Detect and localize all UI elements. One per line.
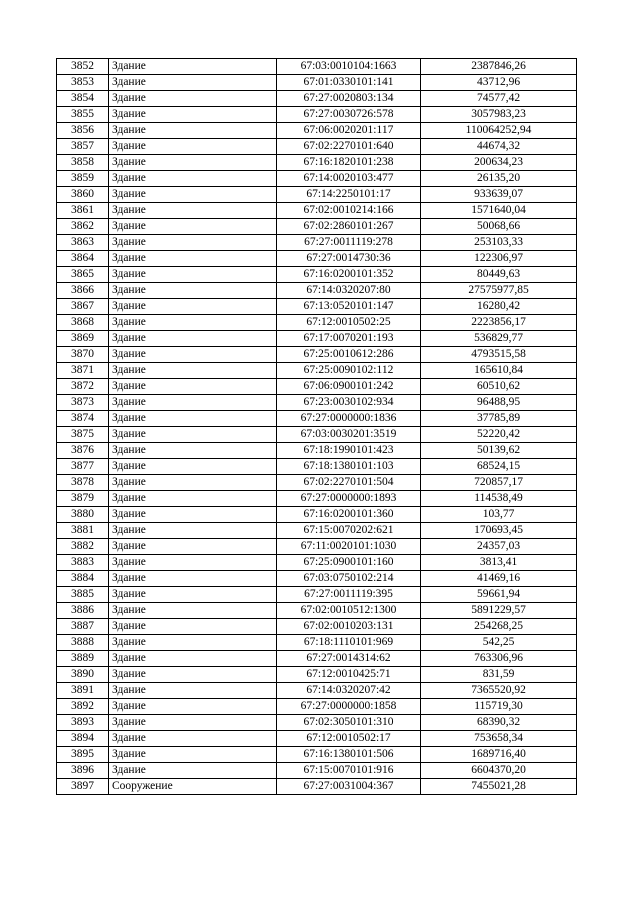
object-type-cell: Здание — [109, 219, 277, 235]
object-type-cell: Здание — [109, 427, 277, 443]
row-number-cell: 3884 — [57, 571, 109, 587]
table-row — [57, 539, 577, 555]
object-type-cell: Здание — [109, 587, 277, 603]
row-number-cell: 3896 — [57, 763, 109, 779]
row-number-cell: 3876 — [57, 443, 109, 459]
object-type-cell: Здание — [109, 555, 277, 571]
object-type-cell: Здание — [109, 507, 277, 523]
cadastral-value-cell: 50068,66 — [421, 219, 577, 235]
cadastral-number-cell: 67:18:1380101:103 — [277, 459, 421, 475]
row-number-cell: 3856 — [57, 123, 109, 139]
cadastral-number-cell: 67:27:0011119:278 — [277, 235, 421, 251]
cadastral-number-cell: 67:18:1990101:423 — [277, 443, 421, 459]
table-row — [57, 203, 577, 219]
cadastral-value-cell: 7455021,28 — [421, 779, 577, 795]
cadastral-number-cell: 67:12:0010502:25 — [277, 315, 421, 331]
row-number-cell: 3864 — [57, 251, 109, 267]
table-row — [57, 59, 577, 75]
object-type-cell: Здание — [109, 763, 277, 779]
cadastral-value-cell: 933639,07 — [421, 187, 577, 203]
row-number-cell: 3855 — [57, 107, 109, 123]
cadastral-number-cell: 67:01:0330101:141 — [277, 75, 421, 91]
row-number-cell: 3873 — [57, 395, 109, 411]
cadastral-number-cell: 67:03:0750102:214 — [277, 571, 421, 587]
cadastral-value-cell: 200634,23 — [421, 155, 577, 171]
cadastral-value-cell: 3057983,23 — [421, 107, 577, 123]
table-row — [57, 523, 577, 539]
row-number-cell: 3872 — [57, 379, 109, 395]
row-number-cell: 3866 — [57, 283, 109, 299]
cadastral-number-cell: 67:14:0320207:80 — [277, 283, 421, 299]
cadastral-value-cell: 27575977,85 — [421, 283, 577, 299]
cadastral-number-cell: 67:23:0030102:934 — [277, 395, 421, 411]
cadastral-number-cell: 67:02:0010512:1300 — [277, 603, 421, 619]
cadastral-value-cell: 114538,49 — [421, 491, 577, 507]
cadastral-number-cell: 67:27:0030726:578 — [277, 107, 421, 123]
object-type-cell: Здание — [109, 539, 277, 555]
cadastral-value-cell: 103,77 — [421, 507, 577, 523]
cadastral-value-cell: 542,25 — [421, 635, 577, 651]
cadastral-value-cell: 50139,62 — [421, 443, 577, 459]
cadastral-value-cell: 3813,41 — [421, 555, 577, 571]
row-number-cell: 3878 — [57, 475, 109, 491]
table-row — [57, 395, 577, 411]
cadastral-number-cell: 67:27:0000000:1858 — [277, 699, 421, 715]
object-type-cell: Здание — [109, 155, 277, 171]
object-type-cell: Здание — [109, 715, 277, 731]
cadastral-number-cell: 67:27:0031004:367 — [277, 779, 421, 795]
cadastral-value-cell: 96488,95 — [421, 395, 577, 411]
object-type-cell: Здание — [109, 411, 277, 427]
object-type-cell: Здание — [109, 75, 277, 91]
object-type-cell: Здание — [109, 603, 277, 619]
table-row — [57, 235, 577, 251]
table-row — [57, 155, 577, 171]
cadastral-value-cell: 52220,42 — [421, 427, 577, 443]
object-type-cell: Здание — [109, 491, 277, 507]
cadastral-value-cell: 26135,20 — [421, 171, 577, 187]
table-row — [57, 763, 577, 779]
row-number-cell: 3894 — [57, 731, 109, 747]
cadastral-number-cell: 67:17:0070201:193 — [277, 331, 421, 347]
table-row — [57, 715, 577, 731]
object-type-cell: Здание — [109, 123, 277, 139]
table-row — [57, 683, 577, 699]
cadastral-value-cell: 4793515,58 — [421, 347, 577, 363]
row-number-cell: 3882 — [57, 539, 109, 555]
cadastral-value-cell: 68524,15 — [421, 459, 577, 475]
table-row — [57, 443, 577, 459]
cadastral-number-cell: 67:27:0000000:1836 — [277, 411, 421, 427]
row-number-cell: 3852 — [57, 59, 109, 75]
row-number-cell: 3868 — [57, 315, 109, 331]
table-row — [57, 219, 577, 235]
table-row — [57, 587, 577, 603]
object-type-cell: Здание — [109, 619, 277, 635]
row-number-cell: 3886 — [57, 603, 109, 619]
object-type-cell: Здание — [109, 139, 277, 155]
cadastral-value-cell: 831,59 — [421, 667, 577, 683]
row-number-cell: 3893 — [57, 715, 109, 731]
object-type-cell: Сооружение — [109, 779, 277, 795]
row-number-cell: 3858 — [57, 155, 109, 171]
table-row — [57, 107, 577, 123]
cadastral-number-cell: 67:27:0014314:62 — [277, 651, 421, 667]
row-number-cell: 3853 — [57, 75, 109, 91]
cadastral-value-cell: 1571640,04 — [421, 203, 577, 219]
row-number-cell: 3865 — [57, 267, 109, 283]
row-number-cell: 3888 — [57, 635, 109, 651]
cadastral-number-cell: 67:03:0030201:3519 — [277, 427, 421, 443]
cadastral-number-cell: 67:02:0010203:131 — [277, 619, 421, 635]
object-type-cell: Здание — [109, 251, 277, 267]
cadastral-number-cell: 67:15:0070202:621 — [277, 523, 421, 539]
cadastral-value-cell: 110064252,94 — [421, 123, 577, 139]
row-number-cell: 3892 — [57, 699, 109, 715]
object-type-cell: Здание — [109, 203, 277, 219]
cadastral-number-cell: 67:02:2860101:267 — [277, 219, 421, 235]
cadastral-value-cell: 68390,32 — [421, 715, 577, 731]
row-number-cell: 3890 — [57, 667, 109, 683]
table-row — [57, 299, 577, 315]
table-row — [57, 667, 577, 683]
object-type-cell: Здание — [109, 443, 277, 459]
row-number-cell: 3880 — [57, 507, 109, 523]
cadastral-number-cell: 67:03:0010104:1663 — [277, 59, 421, 75]
cadastral-value-cell: 43712,96 — [421, 75, 577, 91]
cadastral-number-cell: 67:13:0520101:147 — [277, 299, 421, 315]
row-number-cell: 3881 — [57, 523, 109, 539]
cadastral-number-cell: 67:25:0900101:160 — [277, 555, 421, 571]
table-row — [57, 427, 577, 443]
cadastral-number-cell: 67:16:1820101:238 — [277, 155, 421, 171]
cadastral-value-cell: 115719,30 — [421, 699, 577, 715]
table-row — [57, 363, 577, 379]
table-row — [57, 779, 577, 795]
table-row — [57, 571, 577, 587]
object-type-cell: Здание — [109, 683, 277, 699]
cadastral-value-cell: 253103,33 — [421, 235, 577, 251]
row-number-cell: 3883 — [57, 555, 109, 571]
cadastral-value-cell: 59661,94 — [421, 587, 577, 603]
table-row — [57, 251, 577, 267]
row-number-cell: 3895 — [57, 747, 109, 763]
table-row — [57, 747, 577, 763]
table-row — [57, 139, 577, 155]
table-row — [57, 315, 577, 331]
table-row — [57, 555, 577, 571]
table-row — [57, 187, 577, 203]
cadastral-number-cell: 67:06:0020201:117 — [277, 123, 421, 139]
row-number-cell: 3887 — [57, 619, 109, 635]
table-row — [57, 283, 577, 299]
table-row — [57, 75, 577, 91]
object-type-cell: Здание — [109, 699, 277, 715]
object-type-cell: Здание — [109, 379, 277, 395]
object-type-cell: Здание — [109, 523, 277, 539]
row-number-cell: 3867 — [57, 299, 109, 315]
cadastral-number-cell: 67:27:0011119:395 — [277, 587, 421, 603]
object-type-cell: Здание — [109, 315, 277, 331]
cadastral-number-cell: 67:27:0020803:134 — [277, 91, 421, 107]
cadastral-value-cell: 80449,63 — [421, 267, 577, 283]
table-row — [57, 91, 577, 107]
object-type-cell: Здание — [109, 651, 277, 667]
object-type-cell: Здание — [109, 267, 277, 283]
object-type-cell: Здание — [109, 235, 277, 251]
object-type-cell: Здание — [109, 571, 277, 587]
row-number-cell: 3857 — [57, 139, 109, 155]
row-number-cell: 3889 — [57, 651, 109, 667]
row-number-cell: 3869 — [57, 331, 109, 347]
cadastral-number-cell: 67:16:1380101:506 — [277, 747, 421, 763]
cadastral-value-cell: 60510,62 — [421, 379, 577, 395]
table-row — [57, 507, 577, 523]
table-row — [57, 699, 577, 715]
object-type-cell: Здание — [109, 283, 277, 299]
object-type-cell: Здание — [109, 363, 277, 379]
object-type-cell: Здание — [109, 331, 277, 347]
table-row — [57, 731, 577, 747]
cadastral-number-cell: 67:27:0014730:36 — [277, 251, 421, 267]
table-row — [57, 635, 577, 651]
cadastral-value-cell: 5891229,57 — [421, 603, 577, 619]
row-number-cell: 3861 — [57, 203, 109, 219]
row-number-cell: 3897 — [57, 779, 109, 795]
cadastral-number-cell: 67:14:0020103:477 — [277, 171, 421, 187]
cadastral-number-cell: 67:06:0900101:242 — [277, 379, 421, 395]
cadastral-value-cell: 44674,32 — [421, 139, 577, 155]
cadastral-number-cell: 67:18:1110101:969 — [277, 635, 421, 651]
cadastral-value-cell: 122306,97 — [421, 251, 577, 267]
cadastral-value-cell: 74577,42 — [421, 91, 577, 107]
object-type-cell: Здание — [109, 747, 277, 763]
object-type-cell: Здание — [109, 731, 277, 747]
cadastral-number-cell: 67:14:2250101:17 — [277, 187, 421, 203]
row-number-cell: 3860 — [57, 187, 109, 203]
object-type-cell: Здание — [109, 187, 277, 203]
cadastral-number-cell: 67:14:0320207:42 — [277, 683, 421, 699]
cadastral-number-cell: 67:12:0010425:71 — [277, 667, 421, 683]
cadastral-value-cell: 2223856,17 — [421, 315, 577, 331]
row-number-cell: 3874 — [57, 411, 109, 427]
row-number-cell: 3862 — [57, 219, 109, 235]
object-type-cell: Здание — [109, 395, 277, 411]
cadastral-value-cell: 2387846,26 — [421, 59, 577, 75]
cadastral-value-cell: 6604370,20 — [421, 763, 577, 779]
table-row — [57, 603, 577, 619]
table-row — [57, 347, 577, 363]
cadastral-value-cell: 165610,84 — [421, 363, 577, 379]
object-type-cell: Здание — [109, 59, 277, 75]
row-number-cell: 3870 — [57, 347, 109, 363]
cadastral-value-cell: 1689716,40 — [421, 747, 577, 763]
row-number-cell: 3859 — [57, 171, 109, 187]
table-row — [57, 619, 577, 635]
table-row — [57, 651, 577, 667]
object-type-cell: Здание — [109, 299, 277, 315]
cadastral-value-cell: 170693,45 — [421, 523, 577, 539]
table-row — [57, 411, 577, 427]
table-row — [57, 123, 577, 139]
row-number-cell: 3875 — [57, 427, 109, 443]
cadastral-value-cell: 7365520,92 — [421, 683, 577, 699]
cadastral-value-cell: 753658,34 — [421, 731, 577, 747]
row-number-cell: 3854 — [57, 91, 109, 107]
cadastral-number-cell: 67:27:0000000:1893 — [277, 491, 421, 507]
cadastral-value-cell: 763306,96 — [421, 651, 577, 667]
cadastral-number-cell: 67:02:3050101:310 — [277, 715, 421, 731]
cadastral-value-cell: 37785,89 — [421, 411, 577, 427]
row-number-cell: 3885 — [57, 587, 109, 603]
cadastral-number-cell: 67:16:0200101:352 — [277, 267, 421, 283]
object-type-cell: Здание — [109, 347, 277, 363]
cadastral-number-cell: 67:02:0010214:166 — [277, 203, 421, 219]
cadastral-number-cell: 67:25:0010612:286 — [277, 347, 421, 363]
object-type-cell: Здание — [109, 475, 277, 491]
row-number-cell: 3879 — [57, 491, 109, 507]
cadastral-value-table — [56, 58, 577, 795]
object-type-cell: Здание — [109, 635, 277, 651]
table-row — [57, 459, 577, 475]
row-number-cell: 3877 — [57, 459, 109, 475]
object-type-cell: Здание — [109, 91, 277, 107]
cadastral-value-cell: 254268,25 — [421, 619, 577, 635]
cadastral-number-cell: 67:16:0200101:360 — [277, 507, 421, 523]
cadastral-value-cell: 16280,42 — [421, 299, 577, 315]
cadastral-number-cell: 67:25:0090102:112 — [277, 363, 421, 379]
row-number-cell: 3871 — [57, 363, 109, 379]
table-row — [57, 379, 577, 395]
row-number-cell: 3891 — [57, 683, 109, 699]
row-number-cell: 3863 — [57, 235, 109, 251]
cadastral-number-cell: 67:12:0010502:17 — [277, 731, 421, 747]
cadastral-value-cell: 536829,77 — [421, 331, 577, 347]
table-row — [57, 171, 577, 187]
object-type-cell: Здание — [109, 107, 277, 123]
table-body — [57, 59, 577, 795]
cadastral-number-cell: 67:02:2270101:504 — [277, 475, 421, 491]
table-row — [57, 475, 577, 491]
cadastral-number-cell: 67:11:0020101:1030 — [277, 539, 421, 555]
table-row — [57, 267, 577, 283]
cadastral-value-cell: 24357,03 — [421, 539, 577, 555]
cadastral-number-cell: 67:15:0070101:916 — [277, 763, 421, 779]
table-row — [57, 491, 577, 507]
object-type-cell: Здание — [109, 459, 277, 475]
cadastral-value-cell: 720857,17 — [421, 475, 577, 491]
object-type-cell: Здание — [109, 667, 277, 683]
cadastral-number-cell: 67:02:2270101:640 — [277, 139, 421, 155]
object-type-cell: Здание — [109, 171, 277, 187]
table-row — [57, 331, 577, 347]
cadastral-value-cell: 41469,16 — [421, 571, 577, 587]
